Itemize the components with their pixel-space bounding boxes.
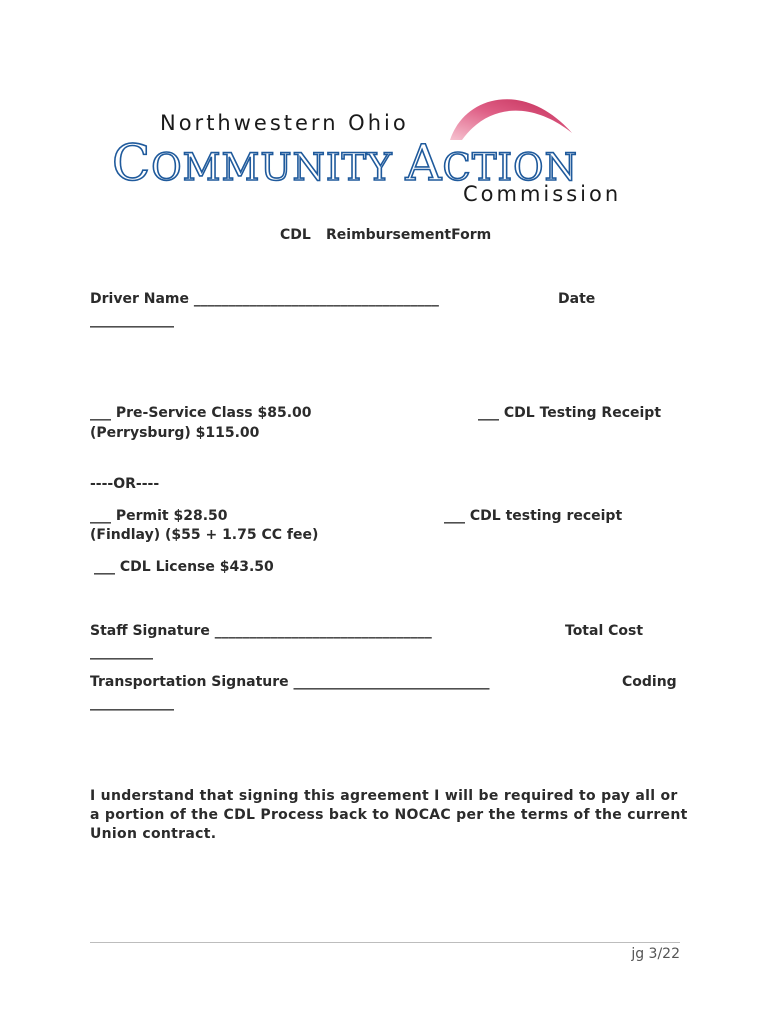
total-cost-field[interactable]: _________: [90, 644, 153, 660]
logo-action-initial: A: [405, 134, 443, 192]
footer-divider: [90, 942, 680, 943]
agreement-statement: I understand that signing this agreement I will be required to pay all or a portion of the CDL Process back to NOCAC per the terms of the current Union contract.: [90, 788, 688, 842]
form-title-reimbursement: ReimbursementForm: [326, 227, 492, 243]
logo-line-commission: Commission: [463, 182, 622, 206]
perrysburg-price: (Perrysburg) $115.00: [90, 425, 260, 441]
cdl-testing-receipt-option-1[interactable]: ___ CDL Testing Receipt: [478, 405, 662, 421]
driver-name-field[interactable]: Driver Name ___________________________________: [90, 291, 439, 307]
staff-signature-field[interactable]: Staff Signature _______________________________: [90, 623, 432, 639]
logo-action-rest: CTION: [442, 146, 578, 189]
permit-option[interactable]: ___ Permit $28.50: [90, 508, 228, 524]
or-separator: ----OR----: [90, 476, 160, 492]
logo-community-rest: OMMUNITY: [151, 146, 406, 189]
findlay-price: (Findlay) ($55 + 1.75 CC fee): [90, 527, 319, 543]
total-cost-label: Total Cost: [565, 623, 644, 639]
coding-field[interactable]: ____________: [90, 695, 174, 711]
form-title-cdl: CDL: [280, 227, 311, 243]
logo-line-northwestern-ohio: Northwestern Ohio: [160, 111, 409, 135]
footer-initials-date: jg 3/22: [631, 946, 680, 962]
coding-label: Coding: [622, 674, 677, 690]
date-label: Date: [558, 291, 596, 307]
transportation-signature-field[interactable]: Transportation Signature ____________________________: [90, 674, 490, 690]
cdl-license-option[interactable]: ___ CDL License $43.50: [94, 559, 274, 575]
date-field[interactable]: ____________: [90, 312, 174, 328]
preservice-class-option[interactable]: ___ Pre-Service Class $85.00: [90, 405, 312, 421]
cdl-testing-receipt-option-2[interactable]: ___ CDL testing receipt: [444, 508, 623, 524]
logo-community-initial: C: [112, 134, 152, 192]
